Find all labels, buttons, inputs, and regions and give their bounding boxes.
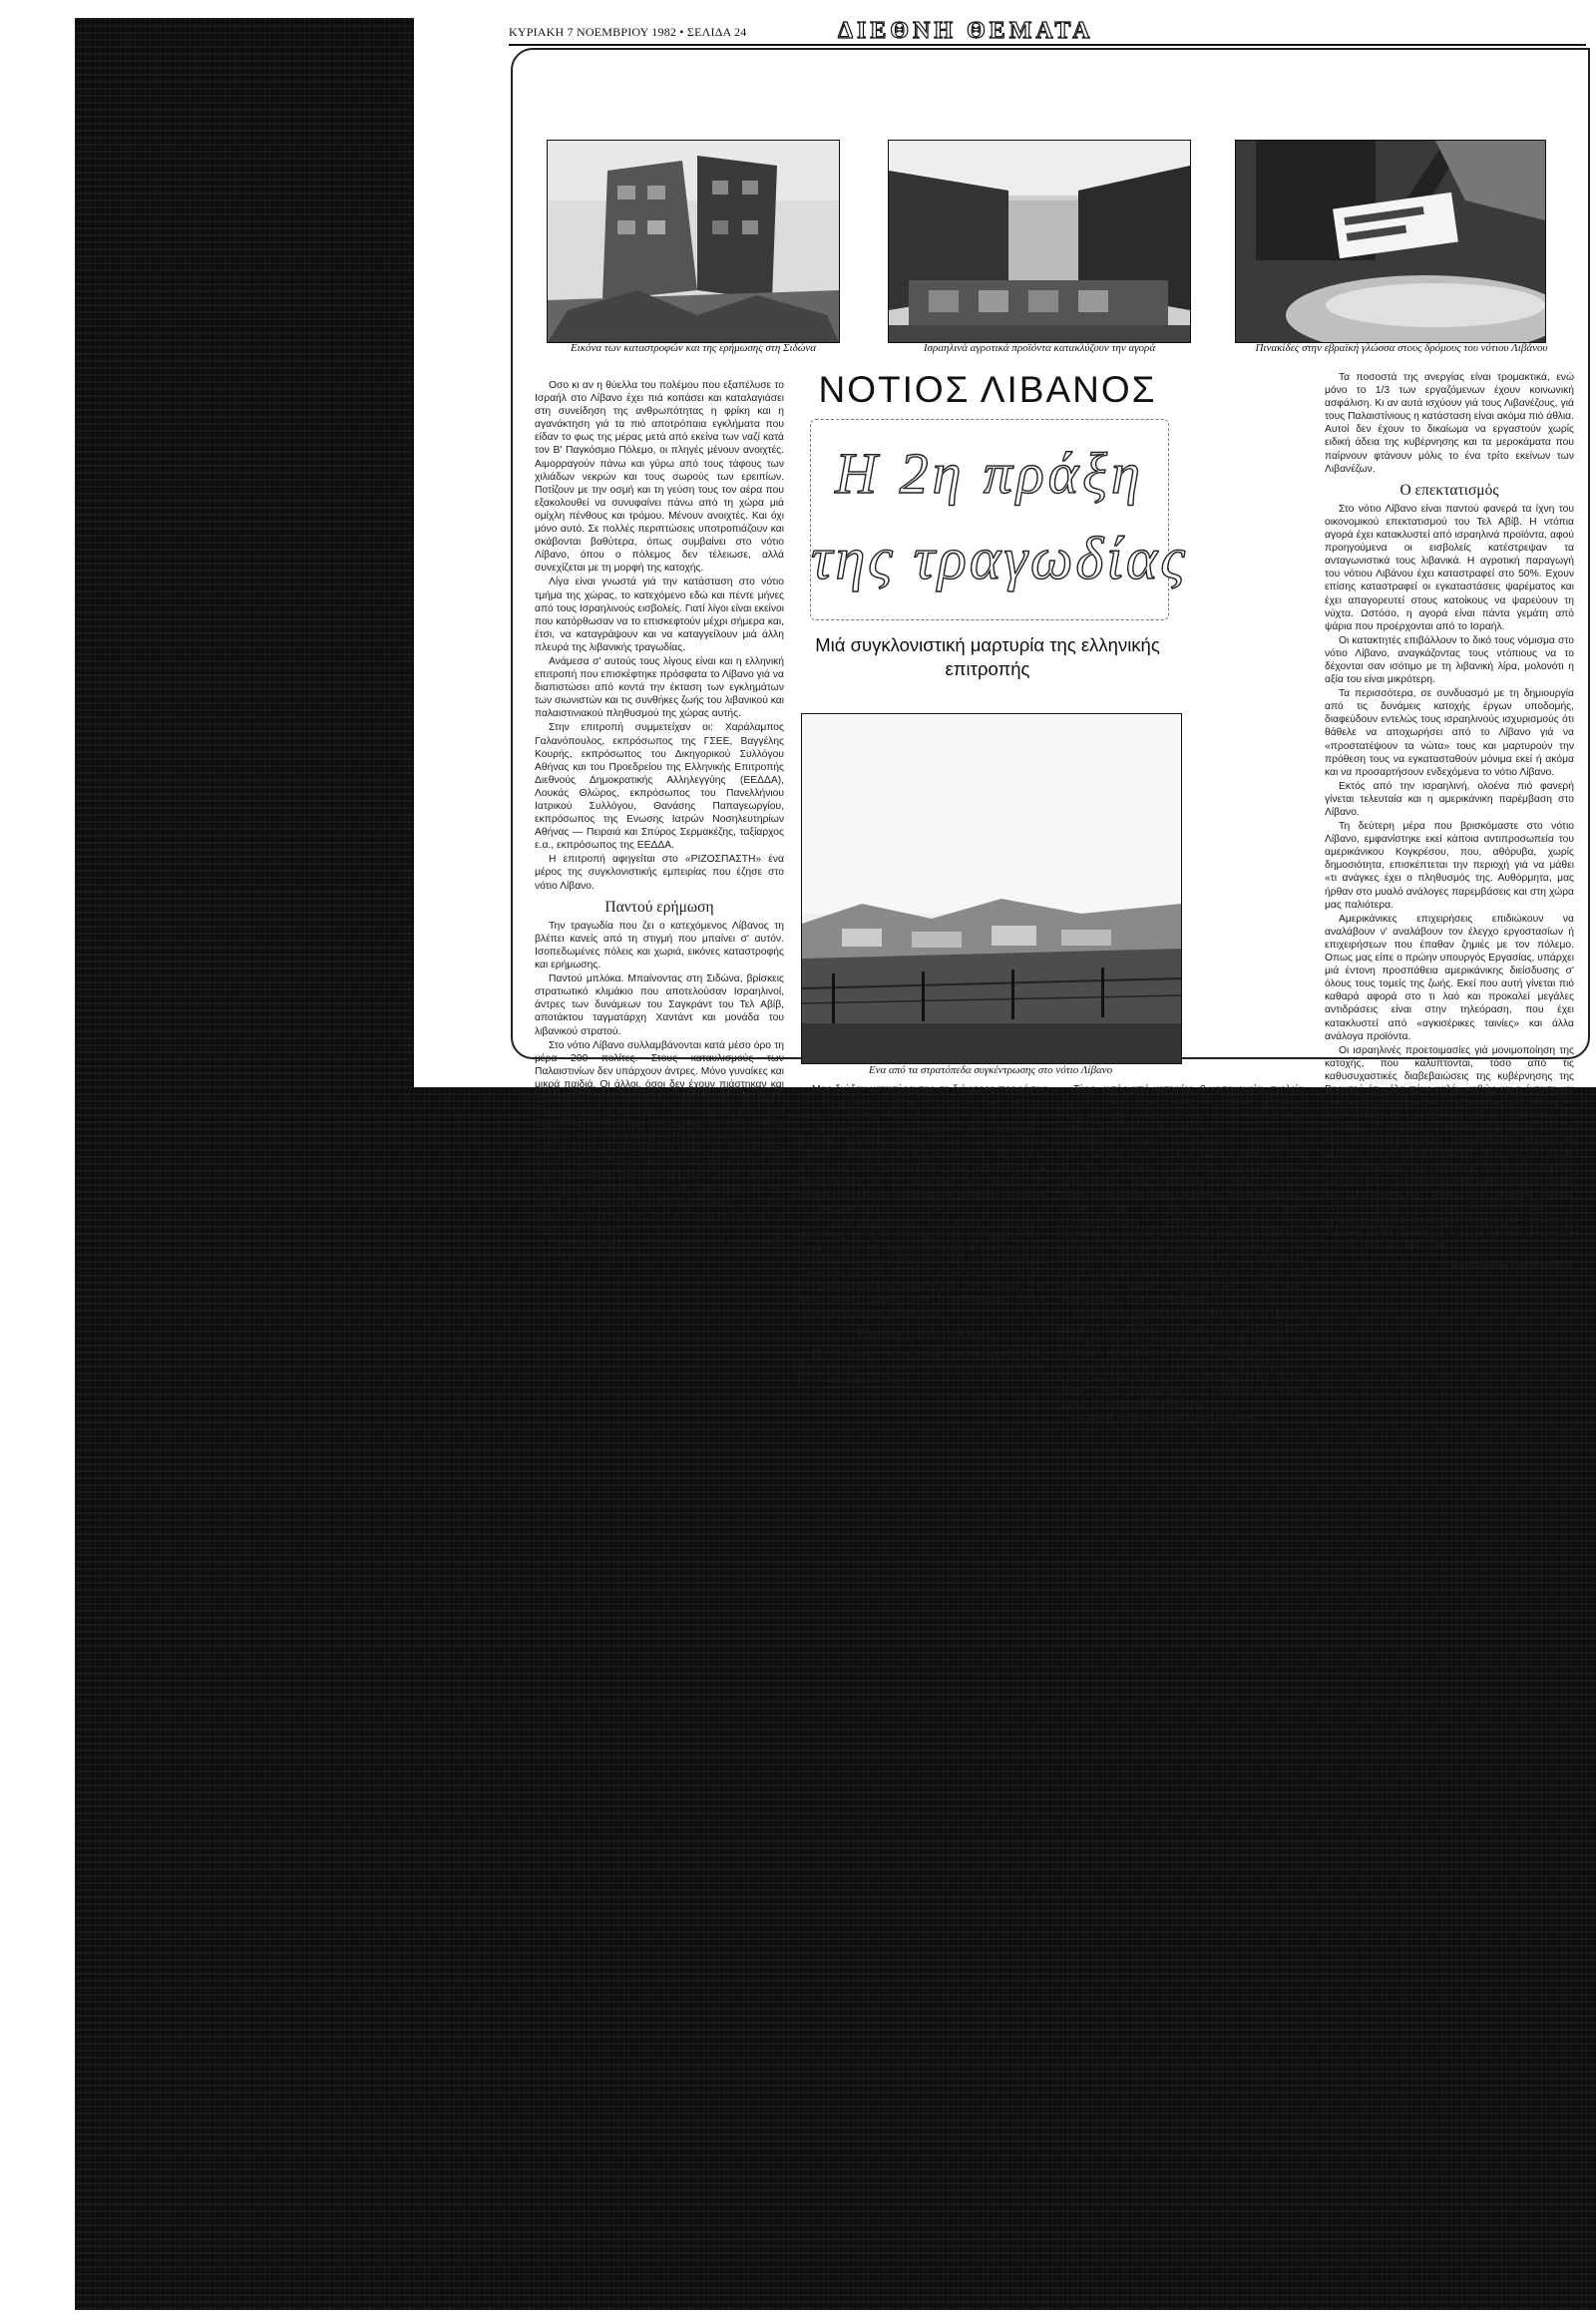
paragraph: Παντού μπλόκα. Μπαίνοντας στη Σιδώνα, βρίσκεις στρατιωτικό κλιμάκιο που αποτελούσαν Ισραηλινοί, άντρες των δυνάμεων του Σαγκράντ του Τελ Αβίβ, αποτάκτου ταγματάρχη Χαντάντ και μονάδα του λιβανικού στρατού.: [535, 973, 784, 1037]
article-column-2: [798, 1083, 1047, 1387]
paragraph: Ανάμεσα σ' αυτούς τους λίγους είναι και η ελληνική επιτροπή που επισκέφτηκε πρόσφατα το Λίβανο γιά να διαπιστώσει από κοντά την έκταση των εγκλημάτων των σιωνιστών και τις συνθήκες ζωής του λιβανικού και παλαιστινιακού πληθυσμού της χώρας αυτής.: [535, 655, 784, 720]
paragraph: Υπάρχει μεγάλος αριθμός τραυματιών. Συγκλονιστική εντύπωση μας έκανε η επίσκεψή μας σ' ένα σταθμό «γαλλικής ανθρωπιστικής οργάνωσης», όπου νοσηλεύονταν παιδιά — χωρίς χέρια, χωρίς πόδια, τυφλά, καμένα... Και η κατάσταση γίνεται ακόμα πιό δύσκολη με την έλλειψη στοιχειωδέστερης ιατρικής κάλυψης και ιατροφαρμακευτικού υλικού. Οι ανάγκες από την άποψη αυτή είναι εξαιρετικά μεγάλες και αντιμετωπίζονται μόνο πρόχειρα, από τις ελάχιστες, με βάση προσφορά της «κοινωνίας», μέσω της λεγόμενης «λαϊκής αλληλεγγύης», που έχει συγκροτηθεί ο ίδιος ο πληθυσμός.: [1059, 1137, 1304, 1306]
page-header: [509, 18, 1586, 46]
page-date: ΚΥΡΙΑΚΗ 7 ΝΟΕΜΒΡΙΟΥ 1982 • ΣΕΛΙΔΑ 24: [509, 25, 747, 39]
paragraph: Με ανάλογο τρόπο αντιμετωπίζεται και το μεγάλο οικονομικό πρόβλημα του λαού στο νότιο Λίβανο. Επίσημη πηγή της Σιδώνας μας είπε ότι χρειάζονται τεράστιες προσπάθειες γιά να εξασφαλιστεί έστω κι ένα κομμάτι ψωμί γιά τους κατοίκους. Χαρακτηριστικό ήταν η έκκληση που έγινε στο Δημαρχείο της πόλης αυτής, όπου πλήθος κόσμου περίμενε να μαθει μήπως υπάρχει κάποια δουλειά.: [1059, 1308, 1304, 1411]
photo-ruins-caption: Εικόνα των καταστροφών και της ερήμωσης στη Σιδώνα: [570, 342, 817, 354]
paragraph: Οι κατακτητές επιβάλλουν το δικό τους νόμισμα στο νότιο Λίβανο, αναγκάζοντας τους ντόπιους να το δέχονται σαν ισότιμο με τη λιβανική λίρα, μολονότι η αξία του είναι μικρότερη.: [1325, 634, 1574, 686]
paragraph: Στο νότιο Λίβανο είναι παντού φανερά τα ίχνη του οικονομικού επεκτατισμού του Τελ Αβίβ. Η ντόπια αγορά έχει κατακλυστεί από ισραηλινά προϊόντα, αφού προηγούμενα οι εισβολείς κατέστρεψαν τα ανταγωνιστικά τους λιβανικά. Η αγροτική παραγωγή του νότιου Λιβάνου έχει καταστραφεί στο 50%. Εχουν επίσης καταστραφεί οι εγκαταστάσεις ψαρέματος και έχει απαγορευτεί στους κατοίκους να ψαρεύουν τη νύχτα. Ωστόσο, η αγορά είναι πάντα γεμάτη από ψάρια που προέρχονται από το Ισραήλ.: [1325, 503, 1574, 632]
paragraph: Τύρο, εκτός από κατοικίες, 3 νοσοκομεία, σχολεία κ.ά. Οι υλικές ζημιές στις δύο πόλεις φτάνουν, σύμφωνα με υπολογισμούς, τα 500 και 250 εκατομμύρια δολάρια αντίστοιχα.: [1059, 1084, 1304, 1135]
headline-box: [810, 419, 1188, 620]
photo-signs-caption: Πινακίδες στην εβραϊκή γλώσσα στους δρόμους του νότιου Λιβάνου: [1255, 342, 1548, 354]
photo-camp: [801, 713, 1182, 1064]
article-subtitle: Μιά συγκλονιστική μαρτυρία της ελληνικής επιτροπής: [815, 634, 1160, 679]
paragraph: Τη δεύτερη μέρα που βρισκόμαστε στο νότιο Λίβανο, εμφανίστηκε εκεί κάποια αντιπροσωπεία του αμερικάνικου Κογκρέσου, που, αθόρυβα, χωρίς δημοσιότητα, επισκέπτεται την περιοχή γιά να μάθει «τι ανάγκες έχει ο πληθυσμός της. Αυθόρμητα, μας ήρθαν στο μυαλό ανάλογες παρεμβάσεις και στη χώρα μας παλιότερα.: [1325, 821, 1574, 911]
article-headline: ΝΟΤΙΟΣ ΛΙΒΑΝΟΣ: [818, 369, 1157, 410]
article-column-3: [1059, 1083, 1304, 1426]
paragraph: Η επιτροπή αφηγείται στο «ΡΙΖΟΣΠΑΣΤΗ» ένα μέρος της συγκλονιστικής εμπειρίας που έζησε στο νότιο Λίβανο.: [535, 854, 784, 892]
photo-market: [888, 140, 1191, 343]
paragraph: Μας διώξαν κατασύροντας σε διάφορες προφάσεις και ισχυρισμούς, όπως ότι δήθεν δεν υπάρχει αξιωματικός υπηρεσίας κ.ά.: [798, 1084, 1047, 1122]
paragraph: Την τραγωδία που ζει ο κατεχόμενος Λίβανος τη βλέπει κανείς από τη στιγμή που μπαίνει σ' αυτόν. Ισοπεδωμένες πόλεις και χωριά, εικόνες καταστροφής και ερήμωσης.: [535, 920, 784, 971]
paragraph: Τα περισσότερα, σε συνδυασμό με τη δημιουργία από τις δυνάμεις κατοχής έργων υποδομής, διαφεύδουν εντελώς τους ισραηλινούς ισχυρισμούς ότι θάθελε να αποχωρήσει από το Λίβανο γιά να «προστατέψουν τα νώτα» τους και μαρτυρούν την πρόθεση τους να εγκατασταθούν μόνιμα εκεί ή ακόμα και να προσαρτήσουν ενδεχόμενα το νότιο Λίβανο.: [1325, 688, 1574, 778]
paragraph: Στη Σιδώνα, οι εισβολείς κατέστρεψαν 2.000 διαμερίσματα, 3 σχολεία, τα νοσοκομεία της πόλης, 500 καταστήματα. Στην: [798, 1348, 1047, 1385]
paragraph: Το έργο τρομοκρατίας που έχουν επιβάλλει οι ισραηλινές δυνάμεις κατοχής με τις συλλήψεις και τα βασανιστήρια, τις νυχτερινές εφόδους στα σπίτια, τις απαγορεύσεις της κυκλοφορίας και το στραγγαλισμό «κάθε ελευθερίας», δεν είναι παρά ένα μόνο κομμάτι της πραγματικότητας σήμερα στο νότιο Λίβανο. Ενα άλλο, εξίσου τραγικό, είναι οι καταστροφές και οι συνθήκες ζωής του πληθυσμού.: [798, 1216, 1047, 1320]
paragraph: Λίγα είναι γνωστά γιά την κατάσταση στο νότιο τμήμα της χώρας, το κατεχόμενο εδώ και πέντε μήνες από τους Ισραηλινούς εισβολείς. Γιατί λίγοι είναι εκείνοι που κατόρθωσαν να το επισκεφτούν μέχρι σήμερα και, έτσι, να καταγράψουν και να καταγγείλουν μιά άλλη πλευρά της λιβανικής τραγωδίας.: [535, 577, 784, 653]
paragraph: Αμερικάνικες επιχειρήσεις επιδιώκουν να αναλάβουν ν' αναλάβουν τον έλεγχο εργοστασίων ή επιχειρήσεων που έπαθαν ζημιές με τον πόλεμο. Οπως μας είπε ο πρώην υπουργός Εργασίας, υπάρχει μιά έντονη προσπάθεια αμερικάνικης διείσδυσης σ' όλους τους τομείς της ζωής. Εκεί που αυτή γίνεται πιό καθαρά αφορά στο τι λαό και προκαλεί μεγάλες αντιδράσεις είναι στην τηλεόραση, που έχει κατακλυστεί από «αγκισέρικες ταινίες» και άλλα ανάλογα προϊόντα.: [1325, 913, 1574, 1042]
photo-market-caption: Ισραηλινά αγροτικά προϊόντα κατακλύζουν την αγορά: [923, 342, 1156, 354]
subheading: Παντού ερήμωση: [604, 898, 714, 916]
article-column-1: [535, 379, 784, 1263]
subheading: Παιδιά χωρίς μέλλον: [857, 1326, 989, 1344]
section-title: ΔΙΕΘΝΗ ΘΕΜΑΤΑ: [838, 18, 1094, 44]
paragraph: Οσο κι αν η θύελλα του πολέμου που εξαπέλυσε το Ισραήλ στο Λίβανο έχει πιά κοπάσει και καταλαγιάσει στη συνείδηση της ανθρωπότητας η φρίκη και η αγανάκτηση γιά τα πιό αποτρόπαια εγκλήματα που είδαν το φως της μέρας μετά από εκείνα των ναζί κατά τον Β' Παγκόσμιο Πόλεμο, οι πληγές μένουν ανοιχτές. Αιμορραγούν πάνω και γύρω από τους τάφους των χιλιάδων νεκρών και τους σωρούς των ερειπίων. Ποτίζουν με την οσμή και τη γεύση τους τον αέρα που εξακολουθεί να συνυφαίνει πάνω από τη χώρα μιά ομίχλη πένθους και τρόμου. Μένουν ανοιχτές. Και όχι μόνο αυτό. Σε πολλές περιπτώσεις υποτροπιάζουν και σκάβονται βαθύτερα, όπως συμβαίνει στο νότιο Λίβανο, όπου ο πόλεμος δεν τέλειωσε, αλλά συνεχίζεται με τη μορφή της κατοχής.: [535, 380, 784, 575]
photo-signs: [1235, 140, 1546, 343]
headline-box-line-2: της τραγωδίας: [811, 526, 1188, 591]
paragraph: Στο νότιο Λίβανο συλλαμβάνονται κατά μέσο όρο τη μέρα 200 πολίτες. Στους καταυλισμούς των Παλαιστινίων δεν υπάρχουν άντρες. Μόνο γυναίκες και μικρά παιδιά. Οι άλλοι, όσοι δεν έχουν πιάστηκαν και κλείστηκαν στα στρατόπεδα συγκέντρωσης, που έχουν δημιουργήσει οι Ισραηλινοί. Λειτουργούν τρία τέτια στρατόπεδα, στο Ινσάρ, στο Σαραφάντ και το Γιουσέφ Σούφου με πληροφορίες, οι κρατούμενοι στο νότιο Λίβανο είναι 14.000 Υποβάλλονται σε απάνθρωπα βασανιστήρια. Υπάρχει ακόμα η πληροφορία ότι σ' ένα τέτιο στρατόπεδο στα σύνορα μεταξύ νότιου Λιβάνου και Ισραήλ βρίσκεται ένα ειδικό «νοσοκομείο» στο οποίο οι Ισραηλινοί βασανίζουν τραυματίες!!! — κάτι που δεν έχει ξανακούσει ούτε και τους ναζί σε κανένα μέρος του κόσμου.: [535, 1039, 784, 1234]
photo-ruins: [547, 140, 840, 343]
article-column-4: [1325, 371, 1574, 1273]
paragraph: Η ντόπια παραγωγή έχει πέσει στο 40%.: [1073, 1413, 1258, 1425]
author-signature: ΕΛΕΥΘΕΡΙΑ ΟΙΚΟΝΟΜΟΥ: [1451, 1260, 1574, 1272]
headline-box-line-1: Η 2η πράξη: [835, 441, 1144, 506]
paragraph: Οι ισραηλινές προετοιμασίες γιά μονιμοποίηση της κατοχής, που καλύπτονται, τόσο από τις καθυσυχαστικές διαβεβαιώσεις της κυβέρνησης της Βηρυτού ότι «όλα πάνε καλά» καθώς και η ένταση και εδραίωση της αμερικάνικης παρουσίας στο Λίβανο — παρουσίας που με έξυπνο τρόπο η Ουάσινγκτον κατάφερε να επιβάλει σα συνισταμένη της ειρήνης και της ασφάλειας και να την αποδεχτεί από τον ίδιο το λιβανικό λαό — προδιαγράφουν ένα δυσοίωνο μέλλον εξανδραποδισμού και εξάρτησης γιά το νότιο Λίβανο και γιατί όχι — και γιά ολόκληρη ενδεχόμενα τη χώρα. Και ταυτόχρονα ένα μέλλον που σημαίνει αίνιγμα αγώνα συνέχιση του πολέμου, αφού είναι βέβαιο ότι ο λιβανικός και παλαιστινιακός πληθυσμός του νότιου Λιβάνου δε θα υποστείλει ποτέ τη σημαία του αγώνα γιά ελευθερία και δικαίωση.: [1325, 1044, 1574, 1253]
paragraph: Θα πρέπει εδώ να αναφερθεί ότι δυστυχώς, ο Διεθνής Ερυθρός Σταυρός δεν ανταποκρίνεται καθόλου στο σκοπό της δημιουργίας του. Δε βοηθάει ουσιαστικά τους κρατούμενους στα στρατόπεδα, δε διαμαρτύρεται για τις συλλήψεις των πολιτών, τα βασανιστήρια και τις απάνθρωπες συνθήκες κράτησης των αιχμαλώτων στο νότιο Λίβανο.: [798, 1124, 1047, 1214]
paragraph: Στην επιτροπή συμμετείχαν οι: Χαράλαμπος Γαλανόπουλος, εκπρόσωπος της ΓΣΕΕ, Βαγγέλης Κουρής, εκπρόσωπος του Δικηγορικού Συλλόγου Αθήνας και του Προεδρείου της Ελληνικής Επιτροπής Διεθνούς Δημοκρατικής Αλληλεγγύης (ΕΕΔΔΑ), Λουκάς Θλώρος, εκπρόσωπος του Πανελλήνιου Ιατρικού Συλλόγου, Θανάσης Παπαγεωργίου, εκπρόσωπος της Ενωσης Ιατρών Νοσηλευτηρίων Αθήνας — Πειραιά και Σπύρος Σερμακέζης, ταξίαρχος ε.α., εκπρόσωπος της ΕΕΔΔΑ.: [535, 722, 784, 852]
paragraph: Εκτός από την ισραηλινή, ολοένα πιό φανερή γίνεται τελευταία και η αμερικάνικη παρέμβαση στο Λίβανο.: [1325, 780, 1574, 818]
paragraph: Προσπαθήσαμε να επισκεφτούμε το στρατόπεδο συγκέντρωσης στο Ινσάρ: [535, 1237, 784, 1262]
subheading: Ο επεκτατισμός: [1399, 481, 1499, 499]
photo-camp-caption: Ενα από τα στρατόπεδα συγκέντρωσης στο νότιο Λίβανο: [868, 1064, 1113, 1076]
paragraph: Τα ποσοστά της ανεργίας είναι τρομακτικά, ενώ μόνο το 1/3 των εργαζόμενων έχουν κοινωνική ασφάλιση. Κι αν αυτά ισχύουν γιά τους Λιβανέζους, γιά τους Παλαιστίνιους η κατάσταση είναι ακόμα πιό άθλια. Αυτοί δεν έχουν το δικαίωμα να εργαστούν χωρίς ειδική άδεια της κυβέρνησης και τα μεροκάματα που παίρνουν φτάνουν μόλις το ένα τρίτο εκείνων των Λιβανέζων.: [1325, 372, 1574, 475]
